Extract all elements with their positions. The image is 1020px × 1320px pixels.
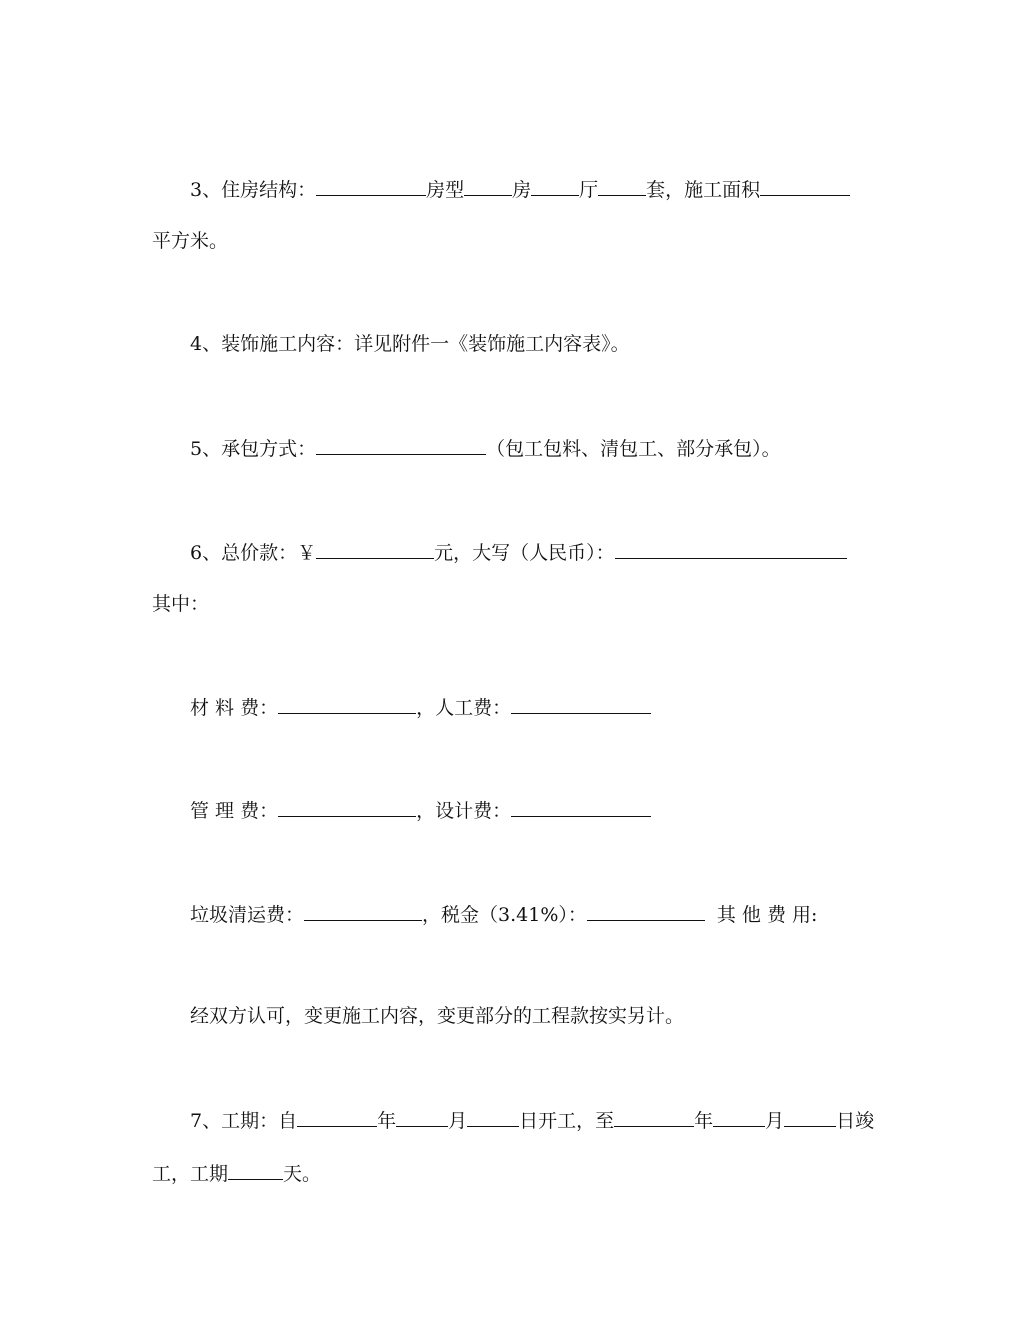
material-fee-label: 材 料 费： [190, 697, 279, 719]
end-year-label: 年 [694, 1110, 714, 1132]
yuan-caps-label: 元，大写（人民币）： [434, 542, 615, 564]
item5-prefix: 5、承包方式： [190, 438, 317, 460]
end-day-field[interactable] [784, 1107, 836, 1127]
end-day-label: 日竣 [836, 1110, 875, 1132]
among-label: 其中： [152, 593, 210, 615]
end-month-label: 月 [765, 1110, 785, 1132]
change-note-line [190, 1004, 684, 1028]
item3-line1 [190, 176, 850, 200]
design-fee-field[interactable] [511, 797, 651, 817]
contract-options: （包工包料、清包工、部分承包）。 [486, 438, 781, 460]
start-year-field[interactable] [297, 1107, 377, 1127]
garbage-fee-label: 垃圾清运费： [190, 904, 305, 926]
design-fee-label: ，设计费： [416, 800, 512, 822]
item6-line2 [152, 592, 209, 616]
house-type-label: 房型 [426, 179, 465, 201]
material-fee-field[interactable] [278, 694, 416, 714]
construction-area-field[interactable] [760, 176, 850, 196]
item6-line1 [190, 539, 847, 563]
start-year-label: 年 [377, 1110, 397, 1132]
end-year-field[interactable] [614, 1107, 694, 1127]
start-month-label: 月 [448, 1110, 468, 1132]
halls-field[interactable] [531, 176, 579, 196]
labor-fee-label: ，人工费： [416, 697, 512, 719]
contract-method-field[interactable] [316, 435, 486, 455]
total-price-field[interactable] [316, 539, 434, 559]
garbage-fee-field[interactable] [304, 901, 422, 921]
tax-field[interactable] [587, 901, 705, 921]
item7-line2 [152, 1160, 321, 1184]
change-note: 经双方认可，变更施工内容，变更部分的工程款按实另计。 [190, 1005, 685, 1027]
units-field[interactable] [598, 176, 646, 196]
item7-line1 [190, 1107, 874, 1131]
start-month-field[interactable] [396, 1107, 448, 1127]
rooms-field[interactable] [464, 176, 512, 196]
duration-days-field[interactable] [228, 1160, 283, 1180]
item7-prefix: 7、工期：自 [190, 1110, 298, 1132]
start-day-label: 日开工，至 [519, 1110, 615, 1132]
item3-line2 [152, 229, 228, 253]
unit-label: 套，施工面积 [646, 179, 761, 201]
start-day-field[interactable] [467, 1107, 519, 1127]
tax-label: ，税金（3.41%）： [422, 904, 587, 926]
days-label: 天。 [283, 1163, 322, 1185]
item7-line2-prefix: 工，工期 [152, 1163, 229, 1185]
fees-row3 [190, 901, 817, 925]
area-unit-label: 平方米。 [152, 230, 229, 252]
end-month-field[interactable] [713, 1107, 765, 1127]
fees-row2 [190, 797, 651, 821]
total-price-caps-field[interactable] [615, 539, 847, 559]
item3-prefix: 3、住房结构： [190, 179, 317, 201]
item4-line [190, 332, 630, 356]
room-label: 房 [512, 179, 532, 201]
labor-fee-field[interactable] [511, 694, 651, 714]
house-structure-field[interactable] [316, 176, 426, 196]
management-fee-field[interactable] [278, 797, 416, 817]
item6-prefix: 6、总价款：￥ [190, 542, 317, 564]
management-fee-label: 管 理 费： [190, 800, 279, 822]
other-fees-label: 其 他 费 用: [716, 904, 818, 926]
item5-line [190, 435, 781, 459]
item4-text: 4、装饰施工内容：详见附件一《装饰施工内容表》。 [190, 333, 630, 355]
hall-label: 厅 [579, 179, 599, 201]
fees-row1 [190, 694, 651, 718]
